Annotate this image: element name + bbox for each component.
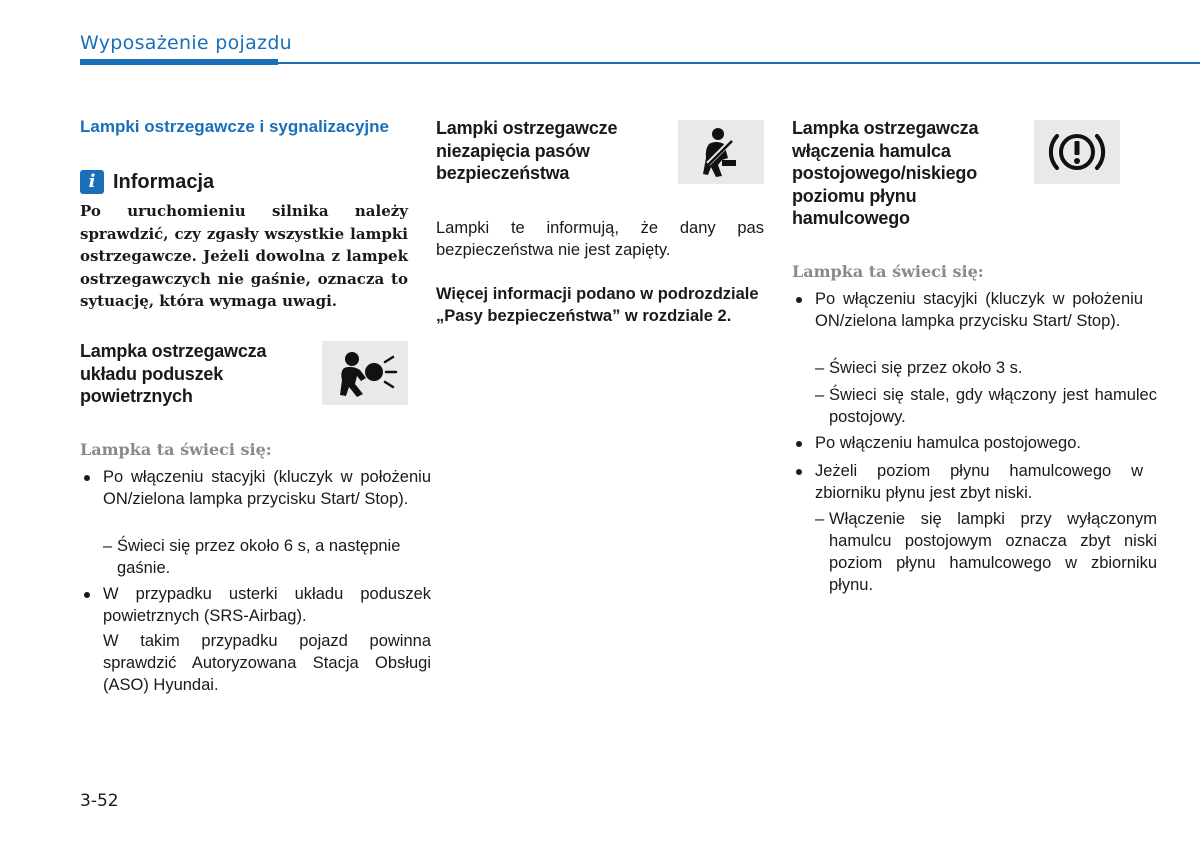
dash-mark: –	[815, 510, 825, 528]
brake-icon-box	[1034, 120, 1120, 184]
brake-heading: Lampka ostrzegawcza włączenia hamulca postojowego/niskiego poziomu płynu hamulcowego	[792, 118, 979, 228]
dash-mark: –	[815, 359, 825, 377]
list-item: Po włączeniu stacyjki (kluczyk w położeniu ON/zielona lampka przycisku Start/ Stop).	[792, 288, 1143, 332]
lights-when-heading: Lampka ta świeci się:	[792, 262, 984, 281]
seatbelt-icon-box	[678, 120, 764, 184]
list-subitem-text: Świeci się przez około 3 s.	[829, 359, 1023, 377]
page-number: 3-52	[80, 791, 119, 811]
info-title: Informacja	[113, 170, 215, 193]
seatbelt-text: Lampki te informują, że dany pas bezpieczeństwa nie jest zapięty.	[436, 219, 764, 259]
list-subitem	[80, 535, 445, 579]
more-info-text: Więcej informacji podano w podrozdziale „Pasy bezpieczeństwa” w rozdziale 2.	[436, 285, 759, 325]
list-item: Po włączeniu hamulca postojowego.	[792, 432, 1143, 454]
list-item-continuation: W takim przypadku pojazd powinna sprawdzić Autoryzowana Stacja Obsługi (ASO) Hyundai.	[103, 632, 431, 694]
list-subitem	[792, 508, 1157, 596]
seatbelt-heading: Lampki ostrzegawcze niezapięcia pasów bezpieczeństwa	[436, 118, 618, 183]
dash-mark: –	[103, 537, 113, 555]
list-subitem-text: Świeci się przez około 6 s, a następnie gaśnie.	[117, 537, 401, 577]
airbag-warning-icon	[330, 348, 400, 398]
parking-brake-warning-icon	[1045, 127, 1109, 177]
list-item: W przypadku usterki układu poduszek powietrznych (SRS-Airbag).	[80, 583, 431, 627]
info-text: Po uruchomieniu silnika należy sprawdzić, czy zgasły wszystkie lampki ostrzegawcze. Jeżeli dowolna z lampek ostrzegawczych nie gaśnie, oznacza to sytuację, która wymaga uwagi.	[80, 202, 408, 310]
list-subitem	[792, 357, 1157, 379]
airbag-icon-box	[322, 341, 408, 405]
list-subitem-text: Świeci się stale, gdy włączony jest hamulec postojowy.	[829, 386, 1157, 426]
list-subitem-text: Włączenie się lampki przy wyłączonym hamulcu postojowym oznacza zbyt niski poziom płynu hamulcowego w zbiorniku płynu.	[829, 510, 1157, 594]
list-item: Jeżeli poziom płynu hamulcowego w zbiorniku płynu jest zbyt niski.	[792, 460, 1143, 504]
airbag-heading: Lampka ostrzegawcza układu poduszek powietrznych	[80, 341, 267, 406]
info-icon: i	[80, 170, 104, 194]
seatbelt-warning-icon	[696, 125, 746, 179]
list-item: Po włączeniu stacyjki (kluczyk w położeniu ON/zielona lampka przycisku Start/ Stop).	[80, 466, 431, 510]
lights-when-heading: Lampka ta świeci się:	[80, 440, 272, 459]
section-title: Lampki ostrzegawcze i sygnalizacyjne	[80, 117, 389, 136]
list-subitem	[792, 384, 1157, 428]
header-title: Wyposażenie pojazdu	[80, 32, 293, 54]
dash-mark: –	[815, 386, 825, 404]
info-heading	[80, 170, 214, 194]
header-rule-accent	[80, 59, 278, 65]
